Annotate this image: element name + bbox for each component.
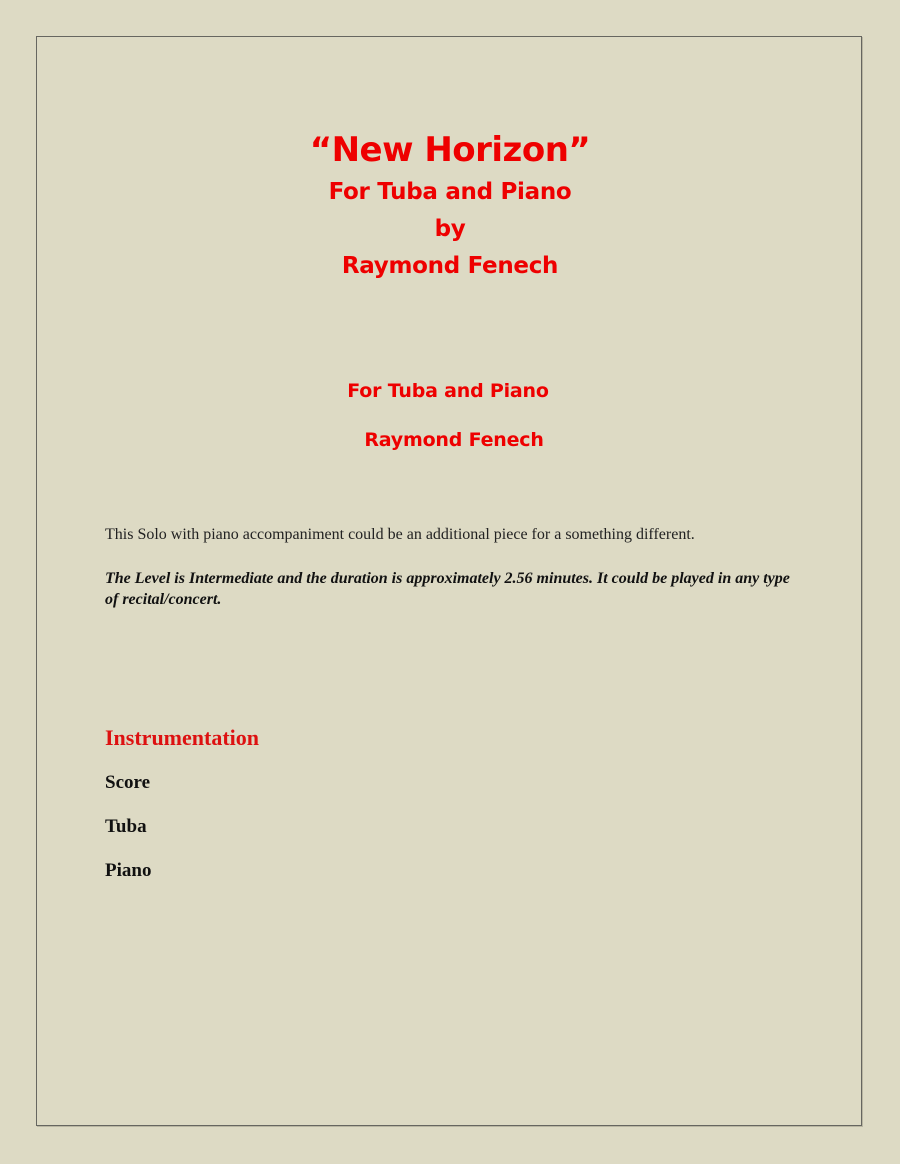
instrumentation-item-piano: Piano — [105, 860, 152, 881]
by-label: by — [434, 216, 466, 242]
page-title: “New Horizon” — [309, 130, 591, 170]
level-note: The Level is Intermediate and the duration is approximately 2.56 minutes. It could be played in any type of recital/concert. — [105, 570, 790, 608]
instrumentation-item-score: Score — [105, 772, 151, 793]
instrumentation-heading: Instrumentation — [105, 725, 260, 750]
instrumentation-item-tuba: Tuba — [105, 816, 147, 837]
subtitle-repeat: For Tuba and Piano — [347, 380, 549, 402]
composer-name-repeat: Raymond Fenech — [364, 429, 544, 451]
description-text: This Solo with piano accompaniment could be an additional piece for a something different. — [105, 526, 695, 543]
composer-name: Raymond Fenech — [341, 253, 559, 279]
subtitle: For Tuba and Piano — [328, 179, 572, 205]
